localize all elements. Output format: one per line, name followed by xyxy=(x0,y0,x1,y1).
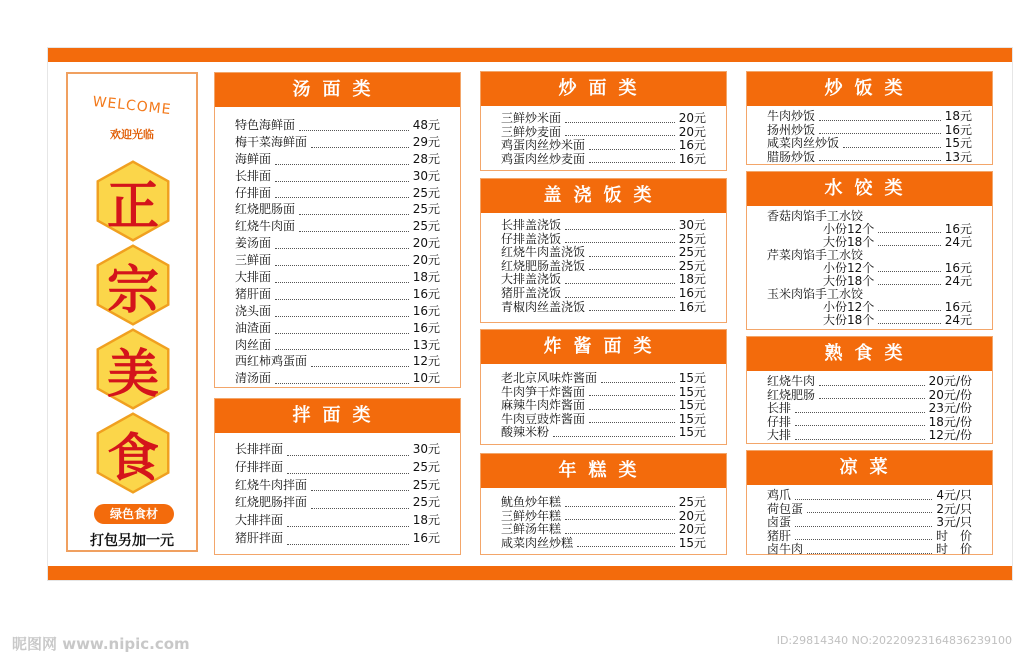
leader-dots xyxy=(287,473,409,474)
menu-item xyxy=(501,112,706,126)
menu-board xyxy=(48,48,1012,580)
title-char-1: 正 xyxy=(106,175,159,237)
section-title: 炸酱面类 xyxy=(481,330,726,364)
item-name: 牛肉笋干炸酱面 xyxy=(501,384,586,399)
item-name: 腊肠炒饭 xyxy=(767,149,816,164)
item-price: 48元 xyxy=(412,117,440,132)
leader-dots xyxy=(878,284,940,285)
item-name: 香菇肉馅手工水饺 xyxy=(767,209,864,223)
menu-item xyxy=(767,137,972,151)
item-price: 16元 xyxy=(412,320,440,335)
item-name: 红烧肥肠面 xyxy=(235,202,296,217)
item-name: 鸡蛋肉丝炒麦面 xyxy=(501,151,586,166)
brand-panel xyxy=(66,72,198,552)
item-price: 20元 xyxy=(412,253,440,268)
leader-dots xyxy=(878,271,940,272)
menu-item xyxy=(235,303,440,320)
item-name: 姜汤面 xyxy=(235,236,272,251)
section-title: 盖浇饭类 xyxy=(481,179,726,213)
section-shui-jiao xyxy=(746,171,993,330)
menu-item xyxy=(767,402,972,416)
menu-item xyxy=(501,372,706,386)
leader-dots xyxy=(287,526,409,527)
item-name: 酸辣米粉 xyxy=(501,425,550,440)
item-price: 16元 xyxy=(412,286,440,301)
leader-dots xyxy=(589,409,675,410)
item-price: 15元 xyxy=(678,425,706,440)
leader-dots xyxy=(819,120,941,121)
item-name: 浇头面 xyxy=(235,303,272,318)
item-price: 时 价 xyxy=(935,542,972,557)
item-name: 红烧牛肉 xyxy=(767,374,816,388)
welcome-text: WELCOME xyxy=(91,93,173,119)
item-name: 红烧肥肠 xyxy=(767,387,816,402)
item-name: 玉米肉馅手工水饺 xyxy=(767,287,864,301)
leader-dots xyxy=(565,533,675,534)
bottom-orange-bar xyxy=(48,566,1012,580)
item-price: 16元 xyxy=(944,122,972,137)
leader-dots xyxy=(275,248,409,249)
leader-dots xyxy=(275,181,409,182)
item-price: 24元 xyxy=(944,235,972,249)
item-price: 30元 xyxy=(412,442,440,456)
item-price: 15元 xyxy=(678,535,706,550)
item-name: 长排拌面 xyxy=(235,442,284,456)
item-price: 16元 xyxy=(944,261,972,275)
menu-item xyxy=(235,370,440,387)
leader-dots xyxy=(299,231,409,232)
leader-dots xyxy=(311,508,409,509)
leader-dots xyxy=(601,382,675,383)
item-name: 海鲜面 xyxy=(235,151,272,166)
section-ban-mian xyxy=(214,398,461,555)
item-name: 清汤面 xyxy=(235,371,272,386)
packing-note: 打包另加一元 xyxy=(90,533,174,549)
leader-dots xyxy=(589,395,675,396)
menu-item xyxy=(235,337,440,354)
section-title: 汤面类 xyxy=(215,73,460,107)
item-name: 仔排面 xyxy=(235,185,272,200)
leader-dots xyxy=(577,546,675,547)
leader-dots xyxy=(287,544,409,545)
leader-dots xyxy=(819,398,925,399)
leader-dots xyxy=(275,383,409,384)
section-title: 炒面类 xyxy=(481,72,726,106)
leader-dots xyxy=(553,436,675,437)
item-price: 24元 xyxy=(944,313,972,327)
leader-dots xyxy=(589,149,675,150)
item-price: 25元 xyxy=(412,495,440,510)
section-nian-gao xyxy=(480,453,727,555)
title-hex-1 xyxy=(92,160,174,242)
section-title: 炒饭类 xyxy=(747,72,992,106)
leader-dots xyxy=(311,490,409,491)
item-price: 30元 xyxy=(412,168,440,183)
item-name: 三鲜炒麦面 xyxy=(501,124,562,139)
menu-item xyxy=(235,477,440,495)
item-price: 18元/份 xyxy=(928,414,972,429)
leader-dots xyxy=(819,160,941,161)
section-title: 凉菜 xyxy=(747,451,992,485)
item-price: 16元 xyxy=(944,300,972,314)
menu-item xyxy=(501,246,706,260)
item-name: 红烧牛肉拌面 xyxy=(235,477,308,492)
leader-dots xyxy=(589,256,675,257)
section-zha-jiang xyxy=(480,329,727,445)
item-price: 25元 xyxy=(412,477,440,492)
menu-item xyxy=(235,134,440,151)
item-price: 25元 xyxy=(678,258,706,273)
menu-item xyxy=(767,389,972,403)
leader-dots xyxy=(807,512,932,513)
green-ingredients-badge: 绿色食材 xyxy=(94,504,174,524)
leader-dots xyxy=(311,366,409,367)
item-name: 小份12个 xyxy=(823,261,875,275)
item-price: 16元 xyxy=(944,222,972,236)
menu-item xyxy=(501,273,706,287)
leader-dots xyxy=(843,147,941,148)
section-shu-shi xyxy=(746,336,993,444)
item-name: 油渣面 xyxy=(235,320,272,335)
item-price: 18元 xyxy=(412,513,440,528)
menu-item xyxy=(501,153,706,167)
leader-dots xyxy=(878,323,940,324)
menu-item xyxy=(767,110,972,124)
item-name: 三鲜面 xyxy=(235,253,272,268)
leader-dots xyxy=(275,333,409,334)
item-name: 芹菜肉馅手工水饺 xyxy=(767,248,864,262)
item-price: 12元 xyxy=(412,354,440,369)
item-name: 猪肝面 xyxy=(235,286,272,301)
item-price: 16元 xyxy=(678,151,706,166)
item-price: 16元 xyxy=(412,530,440,545)
item-price: 4元/只 xyxy=(936,488,972,502)
item-price: 16元 xyxy=(678,299,706,314)
item-price: 15元 xyxy=(944,136,972,151)
section-title: 熟食类 xyxy=(747,337,992,371)
menu-item xyxy=(767,516,972,530)
leader-dots xyxy=(565,297,675,298)
leader-dots xyxy=(589,269,675,270)
leader-dots xyxy=(565,229,675,230)
menu-item xyxy=(235,353,440,370)
item-price: 25元 xyxy=(678,495,706,509)
item-name: 长排 xyxy=(767,401,792,416)
leader-dots xyxy=(878,310,940,311)
item-price: 15元 xyxy=(678,411,706,426)
item-price: 25元 xyxy=(412,185,440,200)
item-name: 仔排盖浇饭 xyxy=(501,231,562,246)
item-name: 麻辣牛肉炸酱面 xyxy=(501,398,586,413)
leader-dots xyxy=(795,526,932,527)
leader-dots xyxy=(275,349,409,350)
section-title: 年糕类 xyxy=(481,454,726,488)
item-price: 2元/只 xyxy=(936,501,972,516)
leader-dots xyxy=(565,506,675,507)
title-hex-2 xyxy=(92,244,174,326)
item-price: 时 价 xyxy=(935,528,972,543)
item-price: 20元/份 xyxy=(928,387,972,402)
leader-dots xyxy=(275,197,409,198)
menu-item xyxy=(235,441,440,459)
menu-item xyxy=(767,416,972,430)
item-name: 肉丝面 xyxy=(235,337,272,352)
leader-dots xyxy=(878,232,940,233)
item-name: 大排面 xyxy=(235,270,272,284)
title-hex-3 xyxy=(92,328,174,410)
item-price: 16元 xyxy=(678,138,706,153)
item-price: 12元/份 xyxy=(928,428,972,443)
item-name: 鸡蛋肉丝炒米面 xyxy=(501,138,586,153)
item-name: 咸菜肉丝炒糕 xyxy=(501,535,574,550)
menu-item xyxy=(235,151,440,168)
item-name: 猪肝拌面 xyxy=(235,530,284,545)
item-price: 25元 xyxy=(412,459,440,474)
item-price: 18元 xyxy=(412,270,440,284)
item-price: 16元 xyxy=(412,303,440,318)
menu-item xyxy=(501,219,706,233)
item-price: 24元 xyxy=(944,274,972,288)
menu-item xyxy=(767,503,972,517)
item-name: 牛肉豆豉炸酱面 xyxy=(501,411,586,426)
menu-item xyxy=(235,218,440,235)
title-char-2: 宗 xyxy=(106,259,159,321)
leader-dots xyxy=(589,310,675,311)
menu-item xyxy=(235,530,440,548)
section-liang-cai xyxy=(746,450,993,555)
item-name: 西红柿鸡蛋面 xyxy=(235,354,308,369)
item-name: 鸡爪 xyxy=(767,488,792,502)
item-name: 牛肉炒饭 xyxy=(767,109,816,123)
section-title: 拌面类 xyxy=(215,399,460,433)
item-name: 猪肝 xyxy=(767,528,792,543)
leader-dots xyxy=(287,455,409,456)
item-name: 梅干菜海鲜面 xyxy=(235,134,308,149)
leader-dots xyxy=(275,299,409,300)
item-price: 18元 xyxy=(944,109,972,123)
leader-dots xyxy=(275,164,409,165)
item-price: 20元/份 xyxy=(928,374,972,388)
item-name: 大排拌面 xyxy=(235,513,284,528)
item-name: 小份12个 xyxy=(823,222,875,236)
leader-dots xyxy=(311,147,409,148)
item-name: 大排盖浇饭 xyxy=(501,272,562,287)
leader-dots xyxy=(275,282,409,283)
leader-dots xyxy=(807,553,932,554)
item-price: 25元 xyxy=(678,245,706,260)
menu-item xyxy=(235,269,440,286)
leader-dots xyxy=(819,133,941,134)
watermark-right: ID:29814340 NO:20220923164836239100 xyxy=(776,634,1012,647)
item-price: 20元 xyxy=(412,236,440,251)
item-price: 25元 xyxy=(412,202,440,217)
leader-dots xyxy=(565,135,675,136)
menu-item xyxy=(235,320,440,337)
section-title: 水饺类 xyxy=(747,172,992,206)
menu-item xyxy=(501,139,706,153)
item-name: 大份18个 xyxy=(823,313,875,327)
leader-dots xyxy=(795,539,932,540)
title-char-3: 美 xyxy=(106,343,159,405)
menu-item xyxy=(501,287,706,301)
item-name: 老北京风味炸酱面 xyxy=(501,371,598,385)
leader-dots xyxy=(565,283,675,284)
leader-dots xyxy=(589,162,675,163)
leader-dots xyxy=(795,439,925,440)
leader-dots xyxy=(589,422,675,423)
item-name: 长排面 xyxy=(235,168,272,183)
item-price: 28元 xyxy=(412,151,440,166)
section-chao-mian xyxy=(480,71,727,171)
item-name: 红烧肥肠拌面 xyxy=(235,495,308,510)
menu-item xyxy=(767,314,972,327)
top-orange-bar xyxy=(48,48,1012,62)
menu-item xyxy=(235,494,440,512)
leader-dots xyxy=(819,385,925,386)
leader-dots xyxy=(275,316,409,317)
menu-item xyxy=(767,489,972,503)
menu-item xyxy=(235,168,440,185)
item-name: 长排盖浇饭 xyxy=(501,218,562,232)
welcome-cn-text: 欢迎光临 xyxy=(110,128,154,141)
item-price: 29元 xyxy=(412,134,440,149)
item-name: 大排 xyxy=(767,428,792,443)
leader-dots xyxy=(565,519,675,520)
item-name: 鱿鱼炒年糕 xyxy=(501,495,562,509)
item-name: 三鲜炒米面 xyxy=(501,111,562,125)
menu-item xyxy=(235,286,440,303)
item-name: 咸菜肉丝炒饭 xyxy=(767,136,840,151)
item-name: 卤蛋 xyxy=(767,515,792,530)
menu-item xyxy=(767,375,972,389)
item-price: 18元 xyxy=(678,272,706,287)
item-price: 20元 xyxy=(678,111,706,125)
menu-item xyxy=(501,301,706,315)
title-char-4: 食 xyxy=(106,427,159,489)
section-chao-fan xyxy=(746,71,993,165)
leader-dots xyxy=(795,499,932,500)
menu-item xyxy=(501,426,706,440)
leader-dots xyxy=(299,130,409,131)
leader-dots xyxy=(795,412,925,413)
watermark-left: 昵图网 www.nipic.com xyxy=(12,635,190,653)
item-name: 卤牛肉 xyxy=(767,542,804,557)
item-name: 三鲜炒年糕 xyxy=(501,508,562,523)
item-price: 13元 xyxy=(412,337,440,352)
item-name: 大份18个 xyxy=(823,274,875,288)
item-name: 小份12个 xyxy=(823,300,875,314)
leader-dots xyxy=(299,214,409,215)
menu-item xyxy=(235,185,440,202)
item-name: 荷包蛋 xyxy=(767,501,804,516)
leader-dots xyxy=(565,242,675,243)
item-price: 15元 xyxy=(678,384,706,399)
item-name: 扬州炒饭 xyxy=(767,122,816,137)
item-name: 红烧牛肉面 xyxy=(235,219,296,234)
title-hex-4 xyxy=(92,412,174,494)
menu-item xyxy=(501,537,706,551)
item-price: 10元 xyxy=(412,371,440,386)
item-name: 红烧牛肉盖浇饭 xyxy=(501,245,586,260)
item-price: 15元 xyxy=(678,371,706,385)
leader-dots xyxy=(878,245,940,246)
menu-item xyxy=(501,523,706,537)
menu-item xyxy=(235,459,440,477)
leader-dots xyxy=(565,122,675,123)
item-price: 3元/只 xyxy=(936,515,972,530)
menu-item xyxy=(767,151,972,165)
section-tang-mian xyxy=(214,72,461,388)
item-price: 16元 xyxy=(678,285,706,300)
item-price: 25元 xyxy=(678,231,706,246)
item-price: 20元 xyxy=(678,124,706,139)
menu-item xyxy=(235,252,440,269)
item-price: 13元 xyxy=(944,149,972,164)
section-gai-jiao xyxy=(480,178,727,323)
item-price: 20元 xyxy=(678,522,706,537)
item-name: 仔排 xyxy=(767,414,792,429)
item-price: 25元 xyxy=(412,219,440,234)
item-name: 红烧肥肠盖浇饭 xyxy=(501,258,586,273)
item-name: 特色海鲜面 xyxy=(235,117,296,132)
menu-item xyxy=(501,399,706,413)
item-name: 大份18个 xyxy=(823,235,875,249)
menu-item xyxy=(235,201,440,218)
item-price: 23元/份 xyxy=(928,401,972,416)
menu-item xyxy=(235,512,440,530)
item-name: 青椒肉丝盖浇饭 xyxy=(501,299,586,314)
menu-item xyxy=(235,235,440,252)
item-name: 猪肝盖浇饭 xyxy=(501,285,562,300)
item-name: 仔排拌面 xyxy=(235,459,284,474)
item-price: 30元 xyxy=(678,218,706,232)
menu-item xyxy=(767,429,972,443)
menu-item xyxy=(501,496,706,510)
leader-dots xyxy=(795,425,925,426)
menu-item xyxy=(235,117,440,134)
item-price: 20元 xyxy=(678,508,706,523)
item-name: 三鲜汤年糕 xyxy=(501,522,562,537)
leader-dots xyxy=(275,265,409,266)
menu-item xyxy=(767,543,972,557)
item-price: 15元 xyxy=(678,398,706,413)
